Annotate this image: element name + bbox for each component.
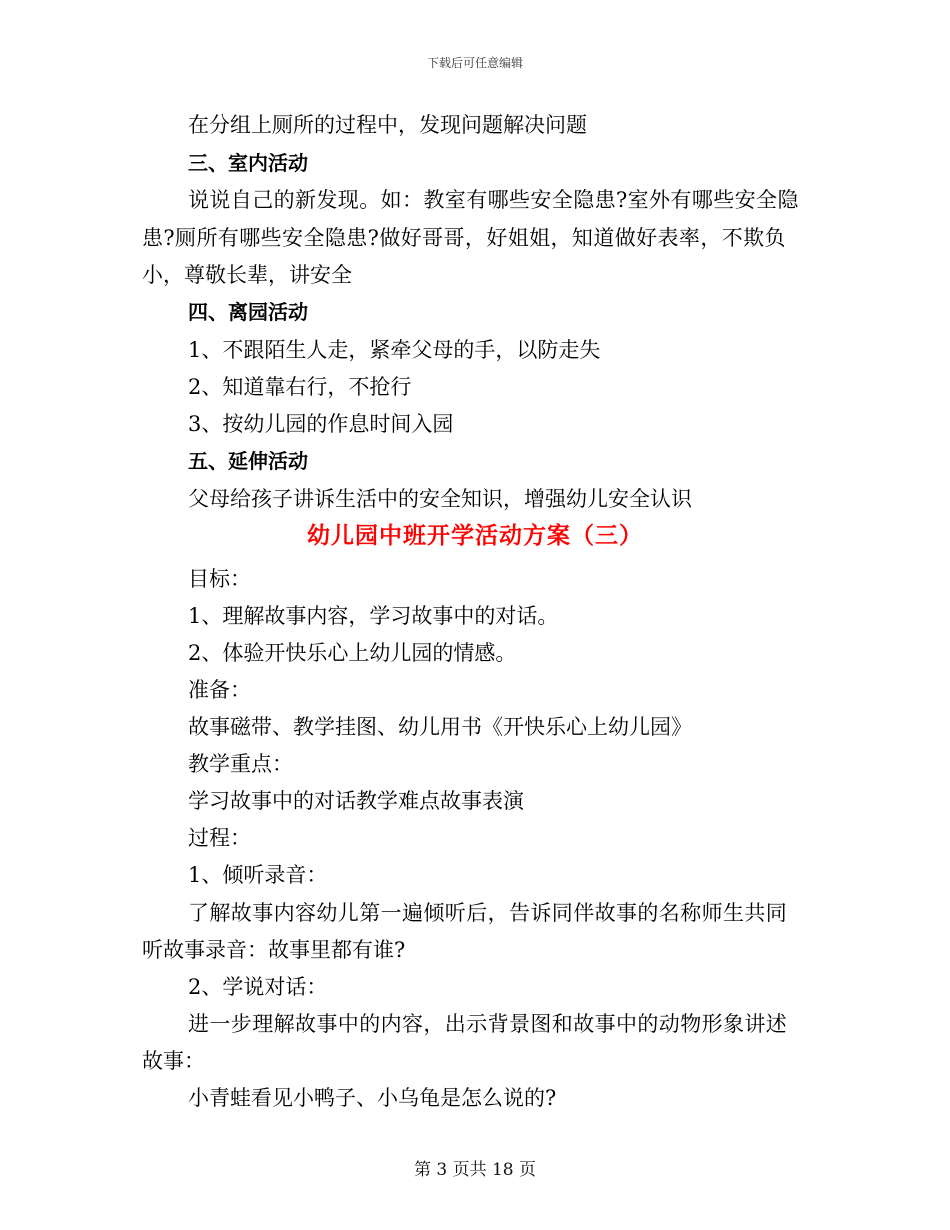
process-label: 过程： — [188, 826, 251, 850]
plan-title: 幼儿园中班开学活动方案（三） — [307, 523, 643, 549]
indoor-text-line-3: 小，尊敬长辈，讲安全 — [142, 263, 352, 287]
step-1-text-line-1: 了解故事内容幼儿第一遍倾听后，告诉同伴故事的名称师生共同 — [188, 901, 788, 925]
paragraph-toilet: 在分组上厕所的过程中，发现问题解决问题 — [188, 113, 587, 137]
key-text: 学习故事中的对话教学难点故事表演 — [188, 789, 524, 813]
indoor-text-line-1: 说说自己的新发现。如：教室有哪些安全隐患?室外有哪些安全隐 — [188, 188, 799, 212]
heading-leave-activity: 四、离园活动 — [188, 300, 308, 324]
step-2-question: 小青蛙看见小鸭子、小乌龟是怎么说的? — [188, 1086, 557, 1110]
goal-label: 目标： — [188, 567, 251, 591]
goal-item-2: 2、体验开快乐心上幼儿园的情感。 — [188, 641, 517, 665]
page-footer-number: 第 3 页共 18 页 — [413, 1160, 537, 1180]
leave-item-1: 1、不跟陌生人走，紧牵父母的手，以防走失 — [188, 338, 601, 362]
page-header-note: 下载后可任意编辑 — [426, 56, 523, 70]
indoor-text-line-2: 患?厕所有哪些安全隐患?做好哥哥，好姐姐，知道做好表率，不欺负 — [142, 226, 786, 250]
leave-item-2: 2、知道靠右行，不抢行 — [188, 375, 412, 399]
extend-text: 父母给孩子讲诉生活中的安全知识，增强幼儿安全认识 — [188, 487, 692, 511]
prep-label: 准备： — [188, 678, 251, 702]
step-2-text-line-2: 故事： — [142, 1049, 205, 1073]
heading-indoor-activity: 三、室内活动 — [188, 151, 308, 175]
step-2-title: 2、学说对话： — [188, 975, 328, 999]
goal-item-1: 1、理解故事内容，学习故事中的对话。 — [188, 604, 559, 628]
leave-item-3: 3、按幼儿园的作息时间入园 — [188, 412, 454, 436]
step-2-text-line-1: 进一步理解故事中的内容，出示背景图和故事中的动物形象讲述 — [188, 1012, 788, 1036]
prep-text: 故事磁带、教学挂图、幼儿用书《开快乐心上幼儿园》 — [188, 715, 692, 739]
key-label: 教学重点： — [188, 752, 293, 776]
step-1-text-line-2: 听故事录音：故事里都有谁? — [142, 938, 406, 962]
step-1-title: 1、倾听录音： — [188, 863, 328, 887]
heading-extend-activity: 五、延伸活动 — [188, 449, 308, 473]
